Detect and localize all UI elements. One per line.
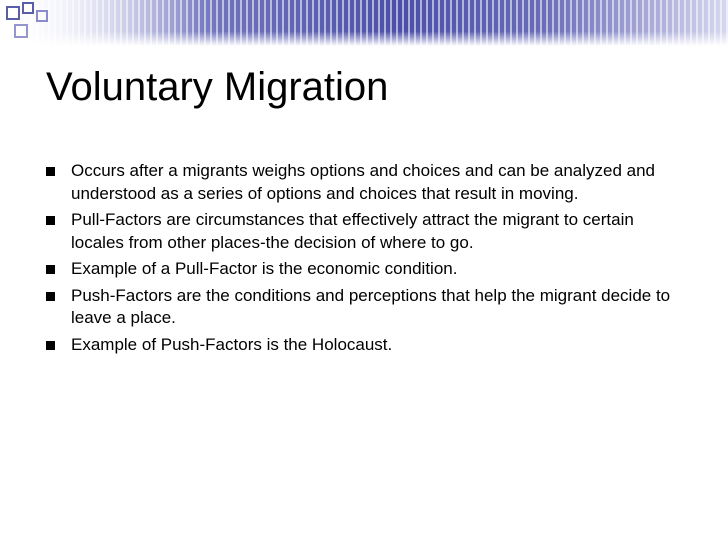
square-bullet-icon bbox=[46, 216, 55, 225]
bullet-item bbox=[46, 160, 686, 205]
bullet-text: Example of Push-Factors is the Holocaust. bbox=[71, 334, 393, 354]
bullet-text: Pull-Factors are circumstances that effectively attract the migrant to certain locales from other places-the decision of where to go. bbox=[71, 210, 634, 252]
bullet-text: Occurs after a migrants weighs options and choices and can be analyzed and understood as a series of options and choices that result in moving. bbox=[71, 161, 656, 203]
square-bullet-icon bbox=[46, 167, 55, 176]
bullet-item bbox=[46, 285, 686, 330]
decor-square-icon bbox=[6, 6, 20, 20]
square-bullet-icon bbox=[46, 292, 55, 301]
decor-square-icon bbox=[14, 24, 28, 38]
square-bullet-icon bbox=[46, 341, 55, 350]
bullet-item bbox=[46, 258, 686, 281]
bullet-item bbox=[46, 334, 686, 357]
decor-square-icon bbox=[36, 10, 48, 22]
bullet-text: Example of a Pull-Factor is the economic condition. bbox=[71, 259, 458, 278]
slide-title: Voluntary Migration bbox=[46, 65, 389, 109]
bullet-text: Push-Factors are the conditions and perceptions that help the migrant decide to leave a place. bbox=[71, 285, 671, 327]
bullet-list bbox=[46, 160, 686, 360]
square-bullet-icon bbox=[46, 265, 55, 274]
corner-decoration bbox=[0, 0, 60, 46]
bullet-item bbox=[46, 209, 686, 254]
decor-square-icon bbox=[22, 2, 34, 14]
